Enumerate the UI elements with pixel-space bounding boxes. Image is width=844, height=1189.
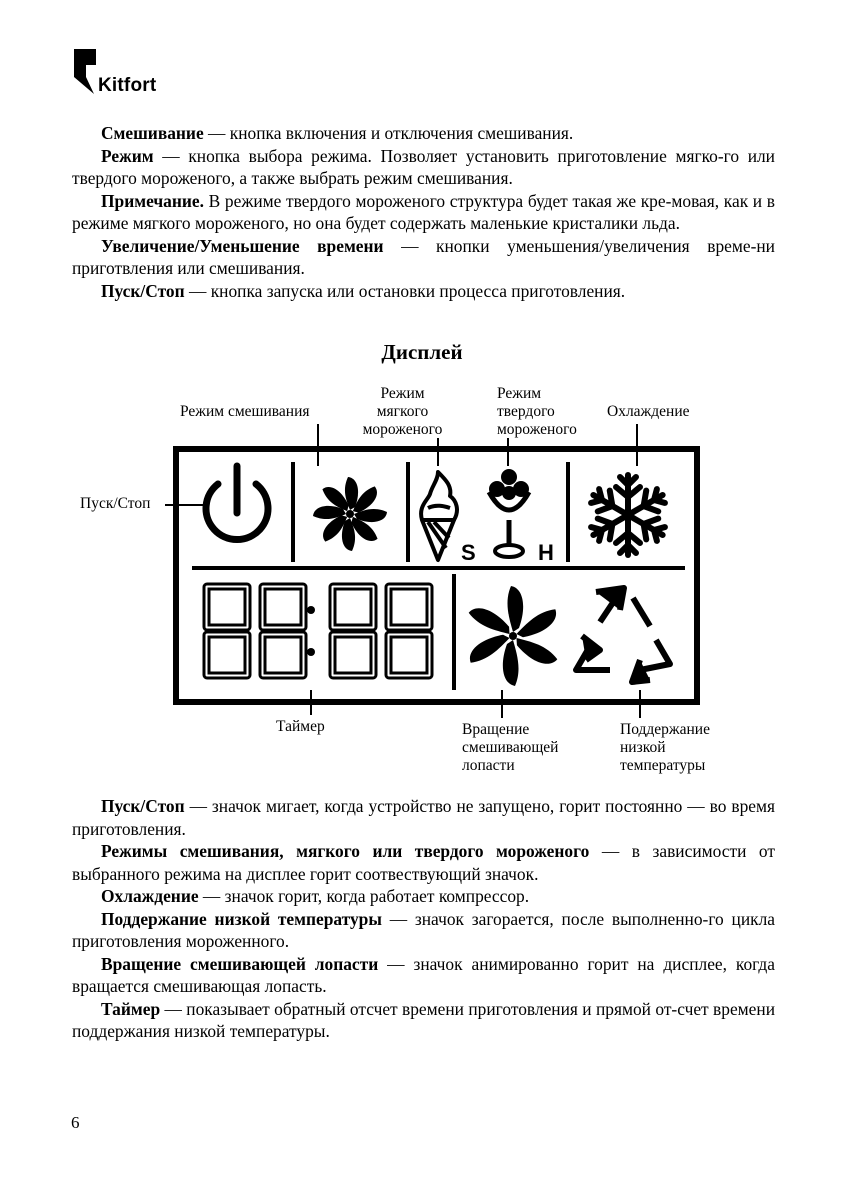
soft-mode-letter: S [461, 540, 476, 565]
hard-mode-letter: H [538, 540, 554, 565]
paragraph-term: Увеличение/Уменьшение времени [101, 235, 384, 256]
paragraph-term: Режимы смешивания, мягкого или твердого мороженого [101, 841, 590, 861]
paragraph-text: — кнопки уменьшения/увеличения време-ни приготвления или смешивания. [72, 235, 775, 278]
label-timer: Таймер [276, 718, 325, 735]
paragraph-text: — значок загорается, после выполненно-го цикла приготовления мороженного. [72, 908, 775, 951]
paragraph-term: Примечание. [101, 190, 204, 211]
label-line: мороженого [497, 421, 577, 438]
label-line: твердого [497, 403, 555, 420]
paragraph-term: Пуск/Стоп [101, 280, 185, 301]
recycle-icon [576, 588, 670, 682]
paragraph-text: — кнопка выбора режима. Позволяет установить приготовление мягко-го или твердого мороженого, а также выбрать режим смешивания. [72, 145, 775, 188]
label-line: лопасти [462, 757, 515, 774]
blade-rotation-icon [465, 586, 562, 686]
paragraph-text: — в зависимости от выбранного режима на дисплее горит соотвествующий значок. [72, 841, 775, 884]
label-mix-mode: Режим смешивания [180, 403, 310, 420]
snowflake-icon [587, 475, 668, 555]
paragraph-text: — кнопка включения и отключения смешивания. [203, 123, 574, 143]
paragraph [72, 953, 775, 998]
paragraph [72, 840, 775, 885]
paragraph-term: Вращение смешивающей лопасти [101, 953, 379, 974]
paragraph-term: Смешивание [101, 123, 204, 143]
paragraph-text: — показывает обратный отсчет времени приготовления и прямой от-счет времени поддержания низкой температуры. [72, 998, 775, 1041]
label-cooling: Охлаждение [607, 403, 690, 420]
paragraph-term: Таймер [101, 998, 161, 1019]
paragraph [72, 795, 775, 840]
timer-display [204, 584, 432, 678]
paragraph-term: Пуск/Стоп [101, 796, 185, 816]
label-line: смешивающей [462, 739, 559, 756]
power-icon [206, 466, 268, 539]
paragraph-text: В режиме твердого мороженого структура будет такая же кре-мовая, как и в режиме мягкого мороженого, но она будет содержать маленькие кристалики льда. [72, 190, 775, 233]
display-heading: Дисплей [381, 340, 463, 364]
bottom-text-block [72, 795, 775, 1043]
label-line: Режим [380, 385, 425, 402]
logo-text: Kitfort [98, 75, 157, 96]
soft-ice-cream-icon [421, 472, 457, 560]
label-soft-mode [355, 385, 450, 439]
label-line: Режим [497, 385, 542, 402]
label-line: низкой [620, 739, 666, 756]
label-line: Вращение [462, 721, 530, 738]
mixing-fan-icon [313, 477, 387, 551]
label-blade-rotation [462, 721, 558, 775]
label-line: температуры [620, 757, 706, 774]
paragraph [72, 998, 775, 1043]
label-line: Поддержание [620, 721, 710, 738]
label-line: мягкого [376, 403, 429, 420]
label-keep-cold [620, 721, 710, 775]
paragraph-term: Поддержание низкой температуры [101, 908, 382, 929]
paragraph [72, 908, 775, 953]
paragraph-text: — значок горит, когда работает компрессор. [198, 886, 530, 906]
paragraph [72, 885, 775, 908]
label-hard-mode [497, 385, 577, 439]
paragraph-term: Охлаждение [101, 886, 199, 906]
paragraph-term: Режим [101, 145, 154, 166]
page-number: 6 [71, 1113, 80, 1132]
paragraph-text: — кнопка запуска или остановки процесса приготовления. [184, 280, 626, 301]
paragraph-text: — значок анимированно горит на дисплее, когда вращается смешивающая лопасть. [72, 953, 775, 996]
paragraph-text: — значок мигает, когда устройство не запущено, горит постоянно — во время приготовления. [72, 796, 775, 839]
hard-ice-cream-icon [489, 469, 529, 557]
label-start-stop: Пуск/Стоп [80, 495, 151, 512]
label-line: мороженого [362, 421, 443, 438]
